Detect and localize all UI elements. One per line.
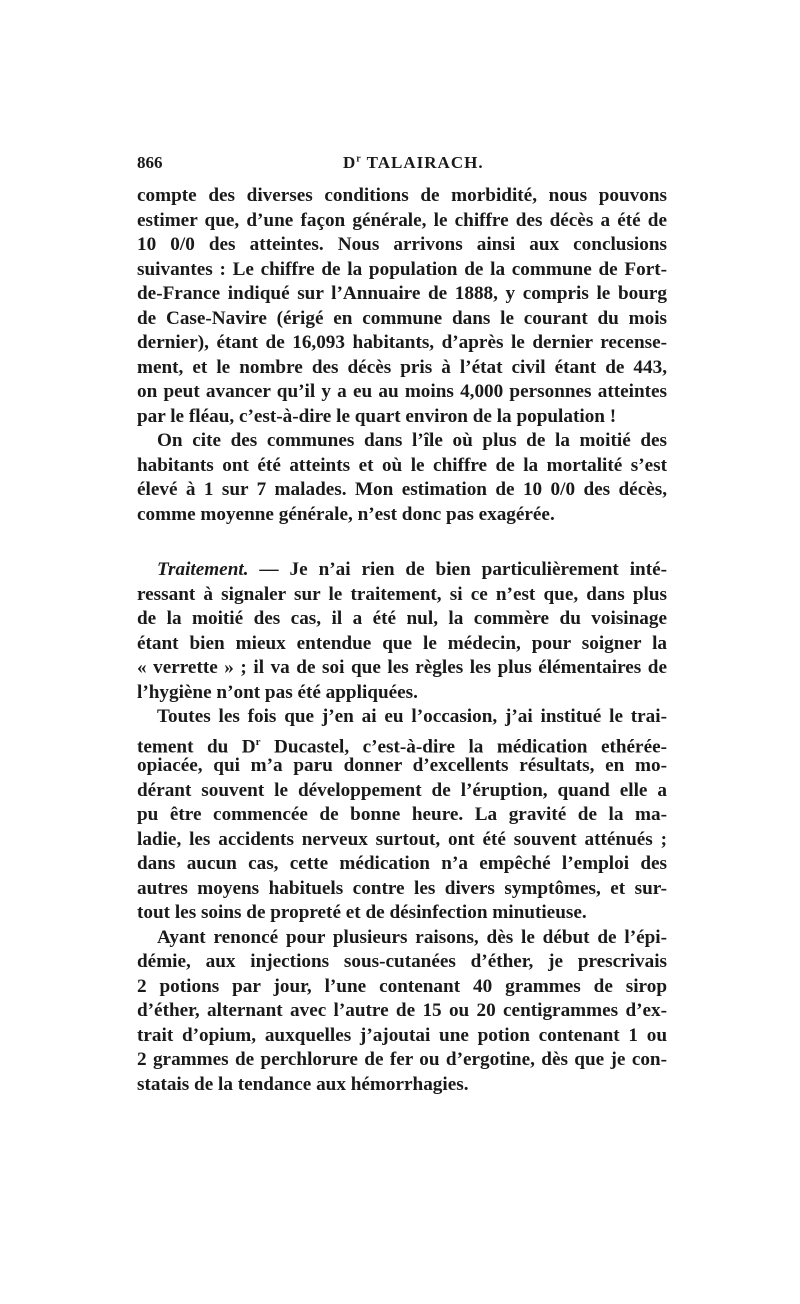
text-line: autres moyens habituels contre les divers symptômes, et sur-	[137, 877, 667, 899]
text-fragment: — Je n’ai rien de bien particulièrement inté-	[248, 559, 667, 580]
text-line: par le fléau, c’est-à-dire le quart environ de la population !	[137, 405, 617, 427]
paragraph-continuation	[137, 184, 667, 429]
text-line: ment, et le nombre des décès pris à l’état civil étant de 443,	[137, 356, 667, 378]
text-line: dernier), étant de 16,093 habitants, d’après le dernier recense-	[137, 332, 667, 353]
text-line: habitants ont été atteints et où le chiffre de la mortalité s’est	[137, 454, 667, 476]
text-line: On cite des communes dans l’île où plus de la moitié des	[157, 430, 667, 451]
paragraph	[137, 926, 667, 1098]
text-line: de Case-Navire (érigé en commune dans le courant du mois	[137, 307, 667, 329]
text-line: on peut avancer qu’il y a eu au moins 4,000 personnes atteintes	[137, 381, 667, 402]
section-heading: Traitement.	[157, 559, 249, 580]
text-line: « verrette » ; il va de soi que les règles les plus élémentaires de	[137, 657, 667, 678]
paragraph	[137, 429, 667, 527]
text-fragment: Ducastel, c’est-à-dire la médication ethérée-	[260, 735, 667, 757]
text-line: l’hygiène n’ont pas été appliquées.	[137, 681, 418, 703]
superscript: r	[255, 735, 261, 748]
text-line: pu être commencée de bonne heure. La gravité de la ma-	[137, 804, 667, 825]
text-line: dans aucun cas, cette médication n’a empêché l’emploi des	[137, 853, 667, 874]
paragraph-traitement	[137, 558, 667, 705]
text-line: suivantes : Le chiffre de la population de la commune de Fort-	[137, 258, 667, 280]
text-line: 2 grammes de perchlorure de fer ou d’ergotine, dès que je con-	[137, 1049, 667, 1070]
text-line: Ayant renoncé pour plusieurs raisons, dès le début de l’épi-	[157, 926, 667, 948]
text-line: d’éther, alternant avec l’autre de 15 ou 20 centigrammes d’ex-	[137, 1000, 667, 1021]
text-line: estimer que, d’une façon générale, le chiffre des décès a été de	[137, 209, 667, 231]
text-fragment: tement du D	[137, 735, 256, 757]
text-line: trait d’opium, auxquelles j’ajoutai une potion contenant 1 ou	[137, 1024, 667, 1046]
text-line: 10 0/0 des atteintes. Nous arrivons ainsi aux conclusions	[137, 234, 667, 255]
body-text	[137, 184, 667, 1097]
running-head	[343, 153, 484, 173]
text-line: 2 potions par jour, l’une contenant 40 grammes de sirop	[137, 975, 667, 997]
text-line: compte des diverses conditions de morbidité, nous pouvons	[137, 185, 667, 206]
text-line: ladie, les accidents nerveux surtout, ont été souvent atténués ;	[137, 828, 667, 850]
text-line: de la moitié des cas, il a été nul, la commère du voisinage	[137, 608, 667, 629]
text-line: statais de la tendance aux hémorrhagies.	[137, 1073, 469, 1095]
page-number: 866	[137, 153, 163, 172]
text-line: étant bien mieux entendue que le médecin, pour soigner la	[137, 632, 667, 654]
text-line: Toutes les fois que j’en ai eu l’occasion, j’ai institué le trai-	[157, 706, 667, 727]
section-gap	[137, 527, 667, 558]
text-line: ressant à signaler sur le traitement, si ce n’est que, dans plus	[137, 583, 667, 605]
text-line	[137, 558, 667, 583]
text-line: de-France indiqué sur l’Annuaire de 1888, y compris le bourg	[137, 283, 667, 304]
text-line: tout les soins de propreté et de désinfection minutieuse.	[137, 902, 587, 923]
text-line: élevé à 1 sur 7 malades. Mon estimation de 10 0/0 des décès,	[137, 479, 667, 500]
text-line: comme moyenne générale, n’est donc pas exagérée.	[137, 503, 555, 525]
text-line: opiacée, qui m’a paru donner d’excellents résultats, en mo-	[137, 755, 667, 776]
author-prefix: D	[343, 153, 357, 172]
author-name: TALAIRACH.	[361, 153, 484, 172]
text-line: démie, aux injections sous-cutanées d’éther, je prescrivais	[137, 951, 667, 972]
paragraph	[137, 705, 667, 926]
text-line: dérant souvent le développement de l’éruption, quand elle a	[137, 779, 667, 801]
text-line	[137, 730, 667, 755]
page-header	[137, 153, 667, 177]
author-superscript: r	[356, 153, 362, 165]
